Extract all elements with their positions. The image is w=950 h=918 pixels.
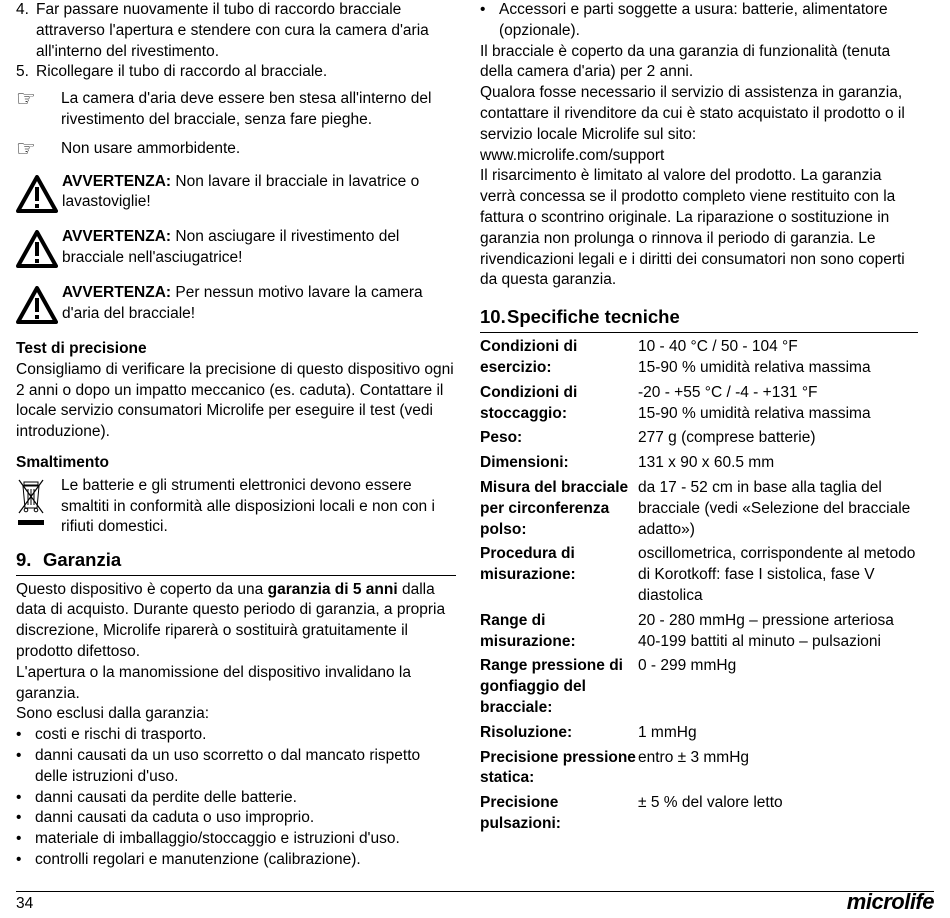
spec-label: Range di misurazione: [480, 611, 576, 650]
step-text: Ricollegare il tubo di raccordo al bracciale. [36, 63, 328, 81]
step-number: 5. [16, 63, 29, 81]
table-row [480, 478, 918, 544]
bullet-icon: • [16, 726, 22, 744]
brand-logo: microlife [846, 889, 934, 914]
spec-label: Peso: [480, 429, 523, 447]
warranty-period: garanzia di 5 anni [267, 580, 398, 598]
section-title: Garanzia [43, 548, 122, 570]
table-row [480, 723, 918, 748]
right-column [480, 0, 918, 839]
table-row [480, 544, 918, 610]
bullet-icon: • [480, 1, 486, 18]
warning-2 [16, 227, 456, 275]
warning-label: AVVERTENZA: [62, 228, 172, 246]
spec-value: 20 - 280 mmHg – pressione arteriosa 40-199 battiti al minuto – pulsazioni [638, 611, 894, 650]
list-item-text: Accessori e parti soggette a usura: batterie, alimentatore (opzionale). [499, 1, 888, 39]
list-item [16, 850, 456, 871]
spec-label: Condizioni di esercizio: [480, 338, 578, 376]
step-number: 4. [16, 1, 29, 18]
list-item [480, 0, 918, 42]
warning-text [62, 172, 456, 214]
table-row [480, 383, 918, 429]
spec-label: Range pressione di gonfiaggio del bracciale: [480, 657, 623, 716]
warranty-claims-text: Il risarcimento è limitato al valore del prodotto. La garanzia verrà concessa se il prodotto completo viene restituito con la fattura o scontrino originale. La riparazione o sostituzione in garanzia non prolunga o rinnova il periodo di garanzia. Le rivendicazioni legali e i diritti dei consumatori non sono coperti da questa garanzia. [480, 167, 905, 289]
bullet-icon: • [16, 746, 22, 764]
list-item-text: materiale di imballaggio/stoccaggio e istruzioni d'uso. [35, 830, 400, 848]
spec-value: entro ± 3 mmHg [638, 748, 750, 766]
warning-text [62, 283, 456, 325]
spec-value: 277 g (comprese batterie) [638, 429, 816, 447]
table-row [480, 656, 918, 722]
section-heading-specs [480, 305, 918, 333]
warning-triangle-icon [16, 286, 62, 331]
spec-value: 1 mmHg [638, 723, 697, 741]
list-item [16, 808, 456, 829]
bullet-icon: • [16, 809, 22, 827]
bullet-icon: • [16, 850, 22, 868]
list-item-text: danni causati da caduta o uso improprio. [35, 809, 315, 827]
list-item [16, 746, 456, 788]
list-item-text: danni causati da un uso scorretto o dal mancato rispetto delle istruzioni d'uso. [35, 746, 421, 785]
list-item [16, 829, 456, 850]
specs-table [480, 337, 918, 839]
left-column [16, 0, 456, 871]
list-item-text: danni causati da perdite delle batterie. [35, 788, 297, 806]
table-row [480, 748, 918, 794]
warning-text [62, 227, 456, 269]
note-1 [16, 86, 456, 131]
spec-value: 0 - 299 mmHg [638, 657, 737, 675]
list-item-text: controlli regolari e manutenzione (calibrazione). [35, 850, 361, 868]
note-2 [16, 135, 456, 161]
bullet-icon: • [16, 830, 22, 848]
section-heading-warranty [16, 548, 456, 576]
warning-body: Non asciugare il rivestimento del bracciale nell'asciugatrice! [62, 228, 400, 267]
warning-triangle-icon [16, 230, 62, 275]
spec-label: Risoluzione: [480, 723, 573, 741]
spec-value: oscillometrica, corrispondente al metodo di Korotkoff: fase I sistolica, fase V diastolica [638, 545, 916, 604]
pointing-hand-icon: ☞ [16, 135, 36, 161]
spec-label: Misura del bracciale per circonferenza polso: [480, 478, 629, 538]
step-4 [16, 0, 456, 62]
warning-3 [16, 283, 456, 331]
disposal-heading: Smaltimento [16, 453, 110, 471]
section-number: 9. [16, 548, 32, 570]
list-item-text: costi e rischi di trasporto. [35, 726, 207, 744]
spec-label: Procedura di misurazione: [480, 545, 576, 584]
table-row [480, 337, 918, 383]
table-row [480, 428, 918, 453]
footer-divider [16, 891, 934, 892]
list-item [16, 725, 456, 746]
step-5 [16, 62, 456, 83]
warning-label: AVVERTENZA: [62, 172, 172, 190]
warranty-intro-end: dalla data di acquisto. Durante questo periodo di garanzia, a propria discrezione, Microlife riparerà o sostituirà gratuitamente il prodotto difettoso. [16, 580, 446, 660]
spec-label: Condizioni di stoccaggio: [480, 383, 578, 422]
spec-label: Precisione pressione statica: [480, 748, 636, 787]
spec-value: da 17 - 52 cm in base alla taglia del bracciale (vedi «Selezione del bracciale adatto») [638, 478, 911, 538]
crossed-bin-icon [16, 476, 61, 539]
page-number: 34 [16, 895, 34, 912]
spec-value: 10 - 40 °C / 50 - 104 °F 15-90 % umidità relativa massima [638, 338, 871, 376]
table-row [480, 793, 918, 839]
disposal-block [16, 476, 456, 539]
section-title: Specifiche tecniche [507, 306, 680, 328]
precision-heading: Test di precisione [16, 339, 147, 357]
warranty-intro [16, 580, 456, 663]
section-number: 10. [480, 306, 506, 328]
warning-body: Per nessun motivo lavare la camera d'aria del bracciale! [62, 284, 423, 322]
spec-value: ± 5 % del valore letto [638, 794, 783, 812]
warranty-cuff-text: Il bracciale è coperto da una garanzia di funzionalità (tenuta della camera d'aria) per 2 anni. [480, 42, 891, 81]
warranty-excluded: Sono esclusi dalla garanzia: [16, 705, 210, 723]
list-item [16, 788, 456, 809]
spec-value: -20 - +55 °C / -4 - +131 °F 15-90 % umidità relativa massima [638, 383, 871, 422]
spec-label: Dimensioni: [480, 454, 569, 472]
table-row [480, 611, 918, 657]
support-url: www.microlife.com/support [480, 146, 665, 164]
note-text: La camera d'aria deve essere ben stesa all'interno del rivestimento del bracciale, senza fare pieghe. [61, 90, 432, 128]
precision-text: Consigliamo di verificare la precisione di questo dispositivo ogni 2 anni o dopo un impatto meccanico (es. caduta). Contattare il locale servizio consumatori Microlife per eseguire il test (vedi introduzione). [16, 360, 454, 441]
warranty-intro-start: Questo dispositivo è coperto da una [16, 580, 268, 598]
warning-triangle-icon [16, 175, 62, 220]
bullet-icon: • [16, 788, 22, 806]
step-text: Far passare nuovamente il tubo di raccordo bracciale attraverso l'apertura e stendere con cura la camera d'aria all'interno del rivestimento. [36, 1, 429, 60]
warning-label: AVVERTENZA: [62, 284, 172, 302]
disposal-text: Le batterie e gli strumenti elettronici devono essere smaltiti in conformità alle disposizioni locali e non con i rifiuti domestici. [61, 476, 435, 536]
spec-value: 131 x 90 x 60.5 mm [638, 454, 775, 472]
note-text: Non usare ammorbidente. [61, 139, 241, 157]
spec-label: Precisione pulsazioni: [480, 794, 561, 832]
warranty-opening: L'apertura o la manomissione del dispositivo invalidano la garanzia. [16, 663, 411, 702]
warranty-service-text: Qualora fosse necessario il servizio di assistenza in garanzia, contattare il rivenditore da cui è stato acquistato il prodotto o il servizio locale Microlife sul sito: [480, 84, 905, 143]
warning-1 [16, 172, 456, 220]
table-row [480, 453, 918, 478]
warning-body: Non lavare il bracciale in lavatrice o lavastoviglie! [62, 172, 420, 211]
pointing-hand-icon: ☞ [16, 86, 36, 112]
